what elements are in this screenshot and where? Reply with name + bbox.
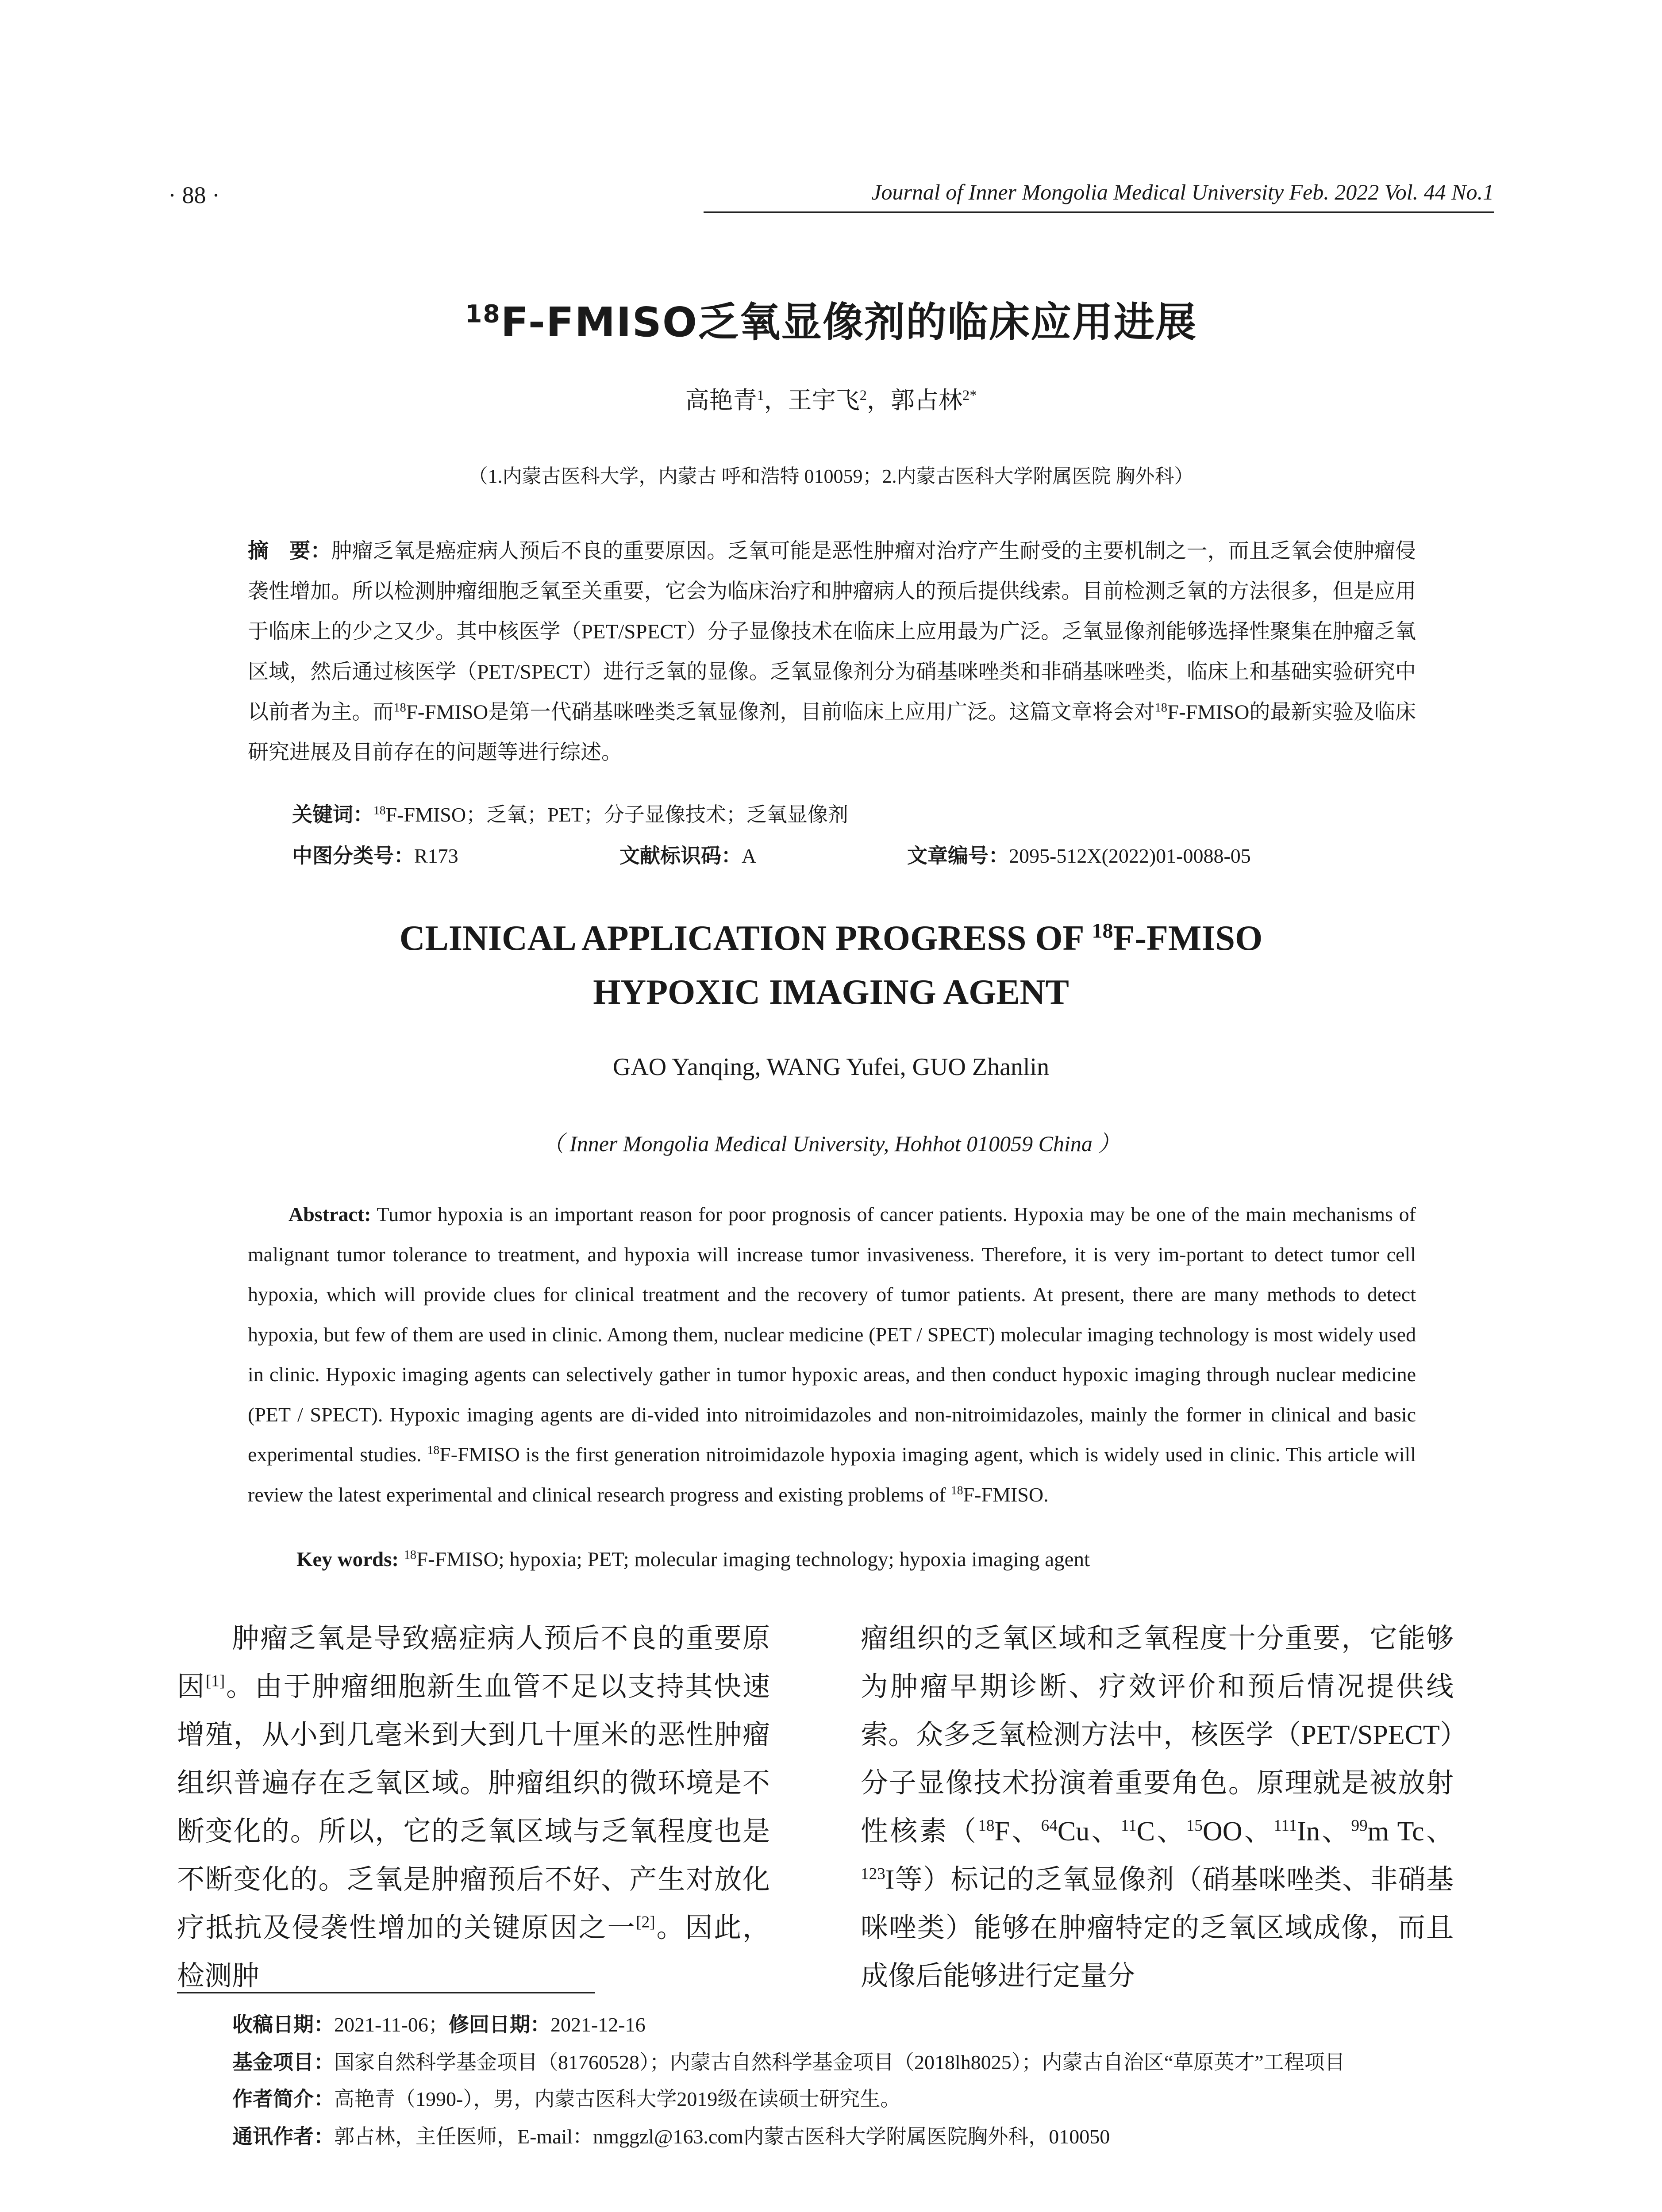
english-abstract: [248, 1194, 1416, 1515]
abstract-sup-1: 18: [393, 701, 406, 715]
author-3: 郭占林: [891, 387, 962, 414]
body-text: 肿瘤乏氧是导致癌症病人预后不良的重要原因: [177, 1624, 770, 1702]
keywords-text: F-FMISO；乏氧；PET；分子显像技术；乏氧显像剂: [385, 803, 848, 826]
english-abstract-text-3: F-FMISO.: [963, 1483, 1049, 1506]
keywords-label: 关键词：: [292, 803, 373, 826]
clc-value: R173: [414, 845, 458, 867]
isotope: OO、: [1202, 1816, 1274, 1847]
keywords-sup: 18: [373, 803, 386, 817]
received-date: 2021-11-06；: [334, 2013, 449, 2036]
author-3-mark: 2*: [962, 388, 977, 403]
journal-header: Journal of Inner Mongolia Medical University Feb. 2022 Vol. 44 No.1: [871, 180, 1494, 204]
english-abstract-sup-2: 18: [950, 1483, 963, 1497]
body-text: 。因此，检测肿: [177, 1913, 770, 1991]
body-column-left: [177, 1615, 770, 2001]
english-abstract-sup-1: 18: [427, 1443, 440, 1457]
abstract-text-3: F-FMISO的最新实验及临床研究进展及目前存在的问题等进行综述。: [248, 701, 1416, 764]
english-keywords-sup: 18: [404, 1548, 416, 1562]
english-keywords-text: F-FMISO; hypoxia; PET; molecular imaging technology; hypoxia imaging agent: [416, 1548, 1090, 1571]
author-bio-value: 高艳青（1990-），男，内蒙古医科大学2019级在读硕士研究生。: [334, 2088, 901, 2110]
corresponding-label: 通讯作者：: [232, 2124, 334, 2148]
footnote-funding: [232, 2046, 1345, 2075]
isotope-mass: 64: [1041, 1816, 1058, 1835]
clc-number: [292, 840, 458, 869]
english-title-sup: 18: [1092, 919, 1113, 943]
chinese-keywords: [292, 799, 848, 828]
isotope-mass: 123: [861, 1865, 885, 1883]
english-abstract-text-1: Tumor hypoxia is an important reason for poor prognosis of cancer patients. Hypoxia may be one of the main mechanisms of malignant tumor tolerance to treatment, and hypoxia will increase tumor invasiveness. Therefore, it is very im-portant to detect tumor cell hypoxia, which will provide clues for clinical treatment and the recovery of tumor patients. At present, there are many methods to detect hypoxia, but few of them are used in clinic. Among them, nuclear medicine (PET / SPECT) molecular imaging technology is most widely used in clinic. Hypoxic imaging agents can selectively gather in tumor hypoxic areas, and then conduct hypoxic imaging through nuclear medicine (PET / SPECT). Hypoxic imaging agents are di-vided into nitroimidazoles and non-nitroimidazoles, mainly the former in clinical and basic experimental studies.: [248, 1203, 1416, 1466]
english-abstract-text-2: F-FMISO is the first generation nitroimidazole hypoxia imaging agent, which is widely used in clinic. This article will review the latest experimental and clinical research progress and existing problems of: [248, 1443, 1416, 1506]
english-title-line1b: F-FMISO: [1113, 919, 1263, 958]
isotope-mass: 111: [1273, 1816, 1297, 1835]
funding-value: 国家自然科学基金项目（81760528）；内蒙古自然科学基金项目（2018lh8025）；内蒙古自治区“草原英才”工程项目: [334, 2051, 1345, 2074]
isotope-mass: 18: [978, 1816, 995, 1835]
document-code: [619, 840, 756, 869]
citation: [1]: [205, 1672, 225, 1690]
document-code-label: 文献标识码：: [619, 844, 742, 868]
english-keywords: [296, 1548, 1090, 1571]
english-title-line1a: CLINICAL APPLICATION PROGRESS OF: [399, 919, 1092, 958]
english-abstract-label: Abstract:: [289, 1203, 371, 1225]
isotope: F、: [994, 1816, 1041, 1847]
footnote-author-bio: [232, 2083, 900, 2112]
chinese-title: [0, 290, 1662, 348]
footnote-corresponding: [232, 2120, 1110, 2150]
article-number-label: 文章编号：: [907, 844, 1009, 868]
author-1: 高艳青: [685, 387, 757, 414]
received-label: 收稿日期：: [232, 2012, 334, 2036]
page-number: · 88 ·: [168, 182, 220, 208]
abstract-text-1: 肿瘤乏氧是癌症病人预后不良的重要原因。乏氧可能是恶性肿瘤对治疗产生耐受的主要机制之一，而且乏氧会使肿瘤侵袭性增加。所以检测肿瘤细胞乏氧至关重要，它会为临床治疗和肿瘤病人的预后提供线索。目前检测乏氧的方法很多，但是应用于临床上的少之又少。其中核医学（PET/SPECT）分子显像技术在临床上应用最为广泛。乏氧显像剂能够选择性聚集在肿瘤乏氧区域，然后通过核医学（PET/SPECT）进行乏氧的显像。乏氧显像剂分为硝基咪唑类和非硝基咪唑类，临床上和基础实验研究中以前者为主。而: [248, 540, 1416, 724]
chinese-affiliation: （1.内蒙古医科大学，内蒙古 呼和浩特 010059；2.内蒙古医科大学附属医院 胸外科）: [468, 465, 1194, 487]
revised-date: 2021-12-16: [550, 2013, 646, 2036]
abstract-label: 摘 要：: [248, 539, 331, 563]
document-code-value: A: [742, 845, 757, 867]
title-superscript: 18: [465, 300, 501, 329]
isotope: m Tc、: [1367, 1816, 1454, 1847]
abstract-text-2: F-FMISO是第一代硝基咪唑类乏氧显像剂，目前临床上应用广泛。这篇文章将会对: [406, 701, 1155, 724]
english-authors: GAO Yanqing, WANG Yufei, GUO Zhanlin: [612, 1053, 1050, 1081]
header-rule: [704, 211, 1494, 213]
body-text: I等）标记的乏氧显像剂（硝基咪唑类、非硝基咪唑类）能够在肿瘤特定的乏氧区域成像，而且成像后能够进行定量分: [861, 1865, 1454, 1991]
body-column-right: [861, 1615, 1454, 2001]
abstract-sup-2: 18: [1154, 701, 1167, 715]
footnote-rule: [177, 1992, 595, 1993]
english-keywords-label: Key words:: [296, 1548, 399, 1571]
citation: [2]: [636, 1913, 655, 1932]
author-2-mark: 2: [859, 388, 867, 403]
author-bio-label: 作者简介：: [232, 2087, 334, 2111]
revised-label: 修回日期：: [448, 2012, 550, 2036]
article-number: [907, 840, 1251, 869]
isotope-mass: 11: [1120, 1816, 1137, 1835]
clc-label: 中图分类号：: [292, 844, 414, 868]
isotope-mass: 99: [1351, 1816, 1368, 1835]
body-text: 。由于肿瘤细胞新生血管不足以支持其快速增殖，从小到几毫米到大到几十厘米的恶性肿瘤组织普遍存在乏氧区域。肿瘤组织的微环境是不断变化的。所以，它的乏氧区域与乏氧程度也是不断变化的。乏氧是肿瘤预后不好、产生对放化疗抵抗及侵袭性增加的关键原因之一: [177, 1672, 770, 1943]
funding-label: 基金项目：: [232, 2050, 334, 2074]
isotope: In、: [1297, 1816, 1351, 1847]
isotope: Cu、: [1057, 1816, 1121, 1847]
footnote-dates: [232, 2008, 646, 2038]
english-title-line2: HYPOXIC IMAGING AGENT: [593, 973, 1069, 1012]
title-text: F-FMISO乏氧显像剂的临床应用进展: [500, 299, 1197, 346]
chinese-abstract: [248, 531, 1416, 773]
english-title: [0, 911, 1662, 1019]
author-1-mark: 1: [757, 388, 764, 403]
chinese-authors: 高艳青$^1$，王宇飞$^2$，郭占林$^{2*}$: [685, 387, 977, 414]
corresponding-value: 郭占林，主任医师，E-mail：nmggzl@163.com内蒙古医科大学附属医院胸外科，010050: [334, 2125, 1110, 2148]
author-2: 王宇飞: [788, 387, 860, 414]
english-affiliation: （ Inner Mongolia Medical University, Hohhot 010059 China ）: [542, 1131, 1120, 1156]
body-text: 瘤组织的乏氧区域和乏氧程度十分重要，它能够为肿瘤早期诊断、疗效评价和预后情况提供线索。众多乏氧检测方法中，核医学（PET/SPECT）分子显像技术扮演着重要角色。原理就是被放射性核素（: [861, 1624, 1454, 1847]
article-number-value: 2095-512X(2022)01-0088-05: [1009, 845, 1251, 867]
isotope: C、: [1136, 1816, 1186, 1847]
isotope-mass: 15: [1186, 1816, 1203, 1835]
